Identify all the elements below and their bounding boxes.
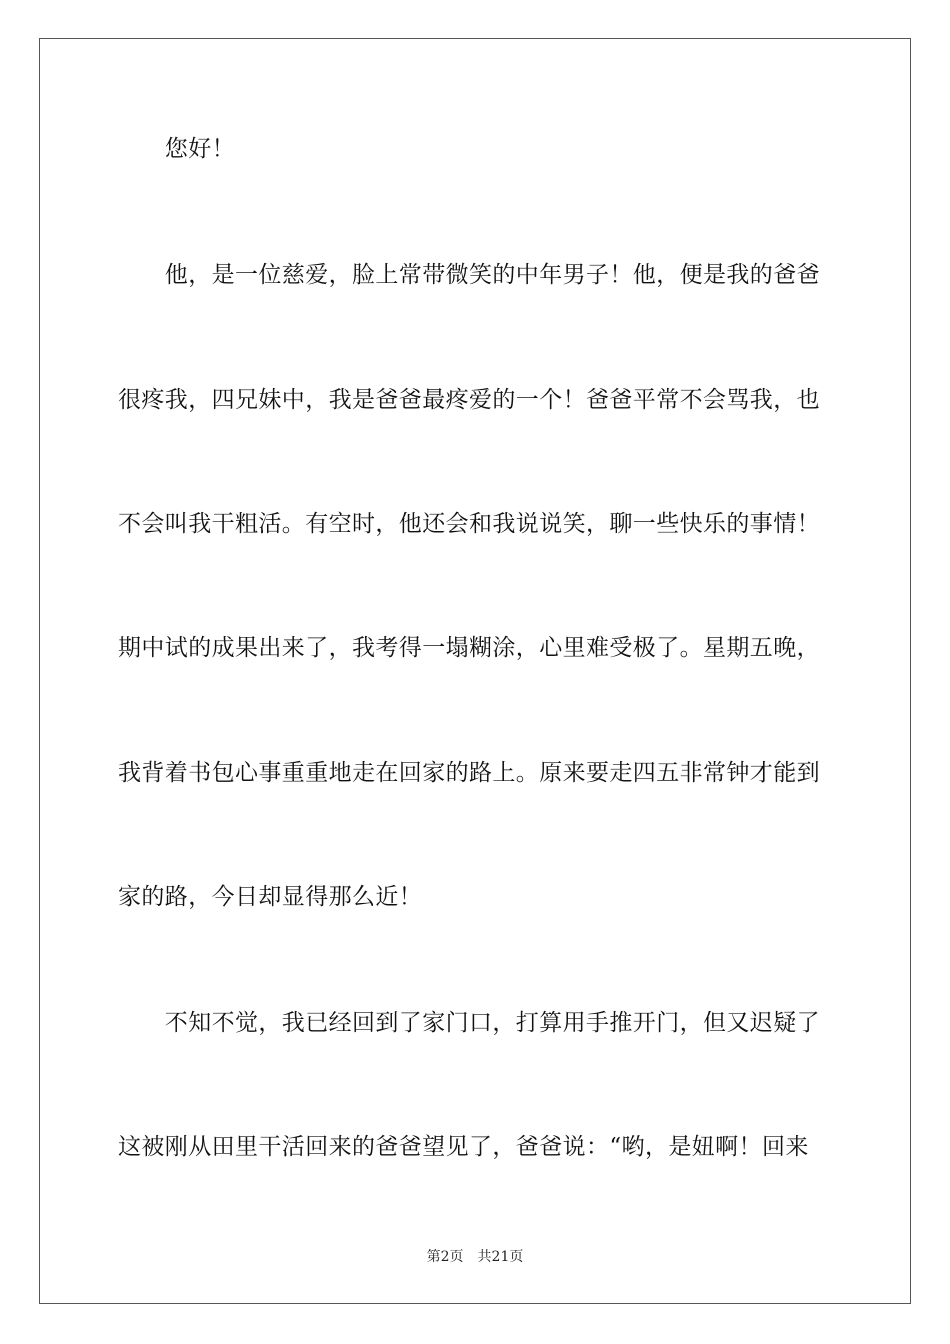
text-line: 家的路，今日却显得那么近！: [118, 884, 423, 910]
page-footer: [0, 1248, 950, 1266]
text-line: 不知不觉，我已经回到了家门口，打算用手推开门，但又迟疑了: [118, 1010, 820, 1036]
text-line: 不会叫我干粗活。有空时，他还会和我说说笑，聊一些快乐的事情！: [118, 511, 820, 537]
text-line: 期中试的成果出来了，我考得一塌糊涂，心里难受极了。星期五晚，: [118, 635, 820, 661]
text-line: 很疼我，四兄妹中，我是爸爸最疼爱的一个！爸爸平常不会骂我，也: [118, 387, 820, 413]
text-line: 他，是一位慈爱，脸上常带微笑的中年男子！他，便是我的爸爸: [118, 262, 820, 288]
text-line: 您好！: [118, 136, 235, 162]
page-number-total: 共21页: [477, 1249, 524, 1265]
text-line: 这被刚从田里干活回来的爸爸望见了，爸爸说：“哟，是妞啊！回来: [118, 1134, 809, 1160]
page-number-current: 第2页: [426, 1249, 464, 1265]
text-line: 我背着书包心事重重地走在回家的路上。原来要走四五非常钟才能到: [118, 760, 820, 786]
page-border: [39, 38, 911, 1304]
